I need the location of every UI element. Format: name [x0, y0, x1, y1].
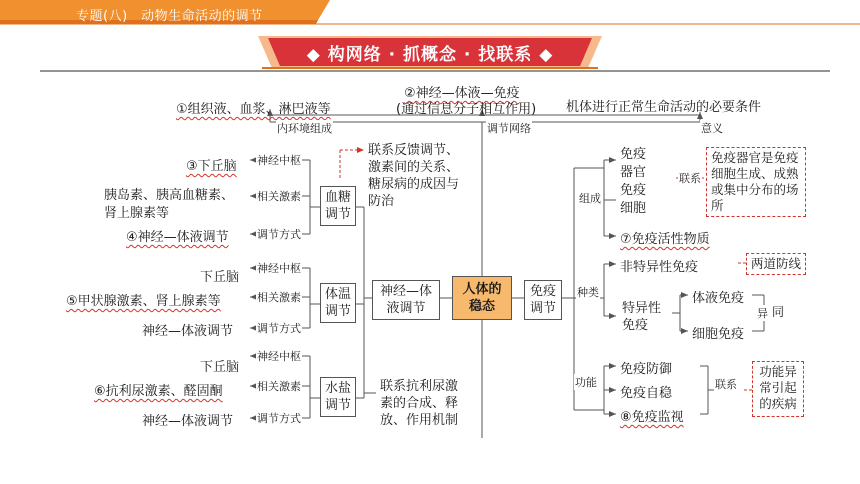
water-salt-label-mode: 调节方式: [257, 412, 301, 425]
func-note-2: 常引起: [759, 380, 797, 395]
water-salt-note-1: 联系抗利尿激: [380, 379, 459, 394]
body-temp-box: [320, 283, 356, 323]
body-temp-label-hormone: 相关激素: [257, 291, 301, 304]
blood-sugar-line2: 调节: [324, 207, 351, 222]
water-salt-value-mode: 神经—体液调节: [142, 414, 234, 429]
blood-sugar-note-2: 激素间的关系、: [368, 160, 460, 175]
label-composition: 内环境组成: [277, 122, 332, 135]
center-box: [452, 276, 512, 320]
immune-box: [524, 280, 562, 320]
banner-title: ◆ 构网络 · 抓概念 · 找联系 ◆: [306, 45, 554, 65]
neuro-line2: 液调节: [386, 301, 426, 316]
blood-sugar-label-center: 神经中枢: [257, 154, 301, 167]
water-salt-value-hormone: ⑥抗利尿激素、醛固酮: [94, 384, 223, 399]
blood-sugar-value-hormone-1: 胰岛素、胰高血糖素、: [104, 188, 235, 203]
immune-line2: 调节: [529, 301, 556, 316]
water-salt-note: [380, 378, 458, 429]
blood-sugar-line1: 血糖: [324, 190, 351, 205]
function-link-word: 联系: [715, 378, 737, 391]
water-salt-line2: 调节: [324, 398, 351, 413]
immune-label-function: 功能: [575, 376, 597, 389]
meaning-text: 机体进行正常生命活动的必要条件: [566, 100, 762, 115]
func-note-1: 功能异: [759, 364, 797, 379]
water-salt-value-center: 下丘脑: [200, 360, 240, 375]
label-network: 调节网络: [487, 122, 531, 135]
water-salt-note-3: 放、作用机制: [380, 413, 459, 428]
neuro-humoral-box: [372, 280, 440, 320]
network-item-line2: (通过信息分子相互作用): [396, 102, 537, 117]
water-salt-label-hormone: 相关激素: [257, 380, 301, 393]
blood-sugar-value-mode: ④神经—体液调节: [126, 230, 229, 245]
organs-line3: 免疫: [620, 183, 647, 198]
blood-sugar-box: [320, 186, 356, 226]
blood-sugar-note-4: 防治: [368, 194, 395, 209]
label-meaning: 意义: [701, 122, 723, 135]
center-line1: 人体的: [462, 282, 502, 297]
blood-sugar-note: [368, 142, 459, 210]
same-word: 同: [772, 305, 785, 319]
network-item-line1: ②神经—体液—免疫: [404, 86, 520, 101]
function-surveillance: ⑧免疫监视: [620, 410, 684, 425]
immune-label-composition: 组成: [579, 192, 601, 205]
blood-sugar-label-mode: 调节方式: [257, 228, 301, 241]
blood-sugar-label-hormone: 相关激素: [257, 190, 301, 203]
active-substance: ⑦免疫活性物质: [620, 232, 710, 247]
specific-immunity: [622, 300, 661, 334]
organs-line2: 器官: [620, 165, 647, 180]
specific-line1: 特异性: [622, 301, 662, 316]
function-note-box: [752, 361, 804, 417]
organ-note-box: 免疫器官是免疫细胞生成、成熟或集中分布的场所: [706, 147, 806, 217]
humoral-immunity: 体液免疫: [692, 291, 745, 306]
function-defense: 免疫防御: [620, 362, 673, 377]
neuro-line1: 神经—体: [379, 284, 432, 299]
organs-line1: 免疫: [620, 147, 647, 162]
water-salt-note-2: 素的合成、释: [380, 396, 459, 411]
func-note-3: 的疾病: [759, 396, 797, 411]
interstitial-fluid-item: ①组织液、血浆、淋巴液等: [176, 102, 331, 117]
water-salt-line1: 水盐: [324, 381, 351, 396]
body-temp-value-mode: 神经—体液调节: [142, 324, 234, 339]
organ-link-word: 联系: [679, 172, 701, 185]
immune-label-types: 种类: [577, 286, 599, 299]
blood-sugar-note-3: 糖尿病的成因与: [368, 177, 460, 192]
immune-organs: [620, 146, 646, 218]
function-homeostasis: 免疫自稳: [620, 386, 673, 401]
blood-sugar-note-1: 联系反馈调节、: [368, 143, 460, 158]
body-temp-label-mode: 调节方式: [257, 322, 301, 335]
two-lines-box: 两道防线: [746, 253, 806, 275]
center-line2: 稳态: [468, 299, 495, 314]
body-temp-label-center: 神经中枢: [257, 262, 301, 275]
diff-word: 异: [757, 307, 768, 320]
blood-sugar-value-hormone-2: 肾上腺素等: [104, 206, 170, 221]
immune-line1: 免疫: [529, 284, 556, 299]
organs-line4: 细胞: [620, 201, 647, 216]
blood-sugar-value-center: ③下丘脑: [186, 159, 237, 174]
water-salt-label-center: 神经中枢: [257, 350, 301, 363]
body-temp-line2: 调节: [324, 304, 351, 319]
water-salt-box: [320, 377, 356, 417]
header-title: 专题(八) 动物生命活动的调节: [76, 9, 263, 24]
body-temp-value-center: 下丘脑: [200, 270, 240, 285]
specific-line2: 免疫: [622, 318, 649, 333]
cellular-immunity: 细胞免疫: [692, 327, 745, 342]
body-temp-line1: 体温: [324, 287, 351, 302]
body-temp-value-hormone: ⑤甲状腺激素、肾上腺素等: [66, 294, 221, 309]
nonspecific-immunity: 非特异性免疫: [620, 260, 699, 275]
